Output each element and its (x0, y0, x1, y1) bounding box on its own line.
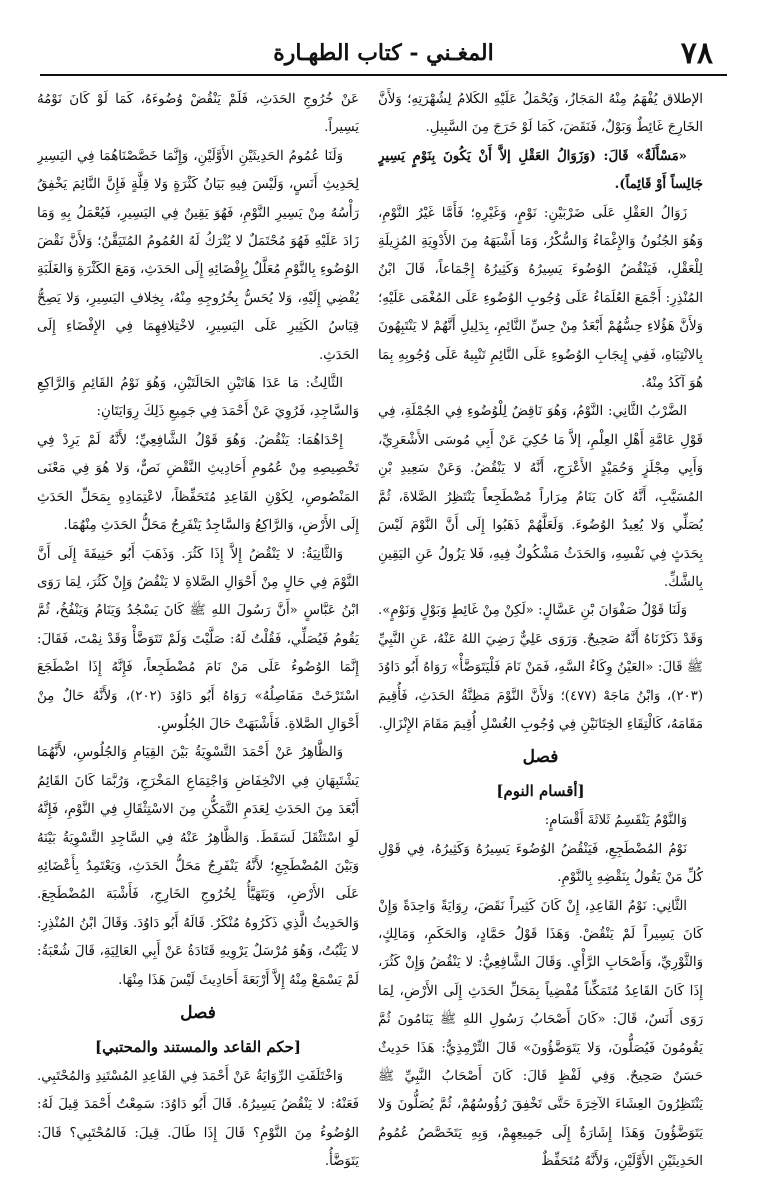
paragraph: الضَّرْبُ الثَّانِي: النَّوْمُ، وَهُوَ نَاقِضٌ لِلْوُضُوءِ فِي الجُمْلَةِ، فِي قَوْلِ عَامَّةِ أَهْلِ العِلْمِ، إلاَّ مَا حُكِيَ عَنْ أَبِي مُوسَى الأَشْعَرِيِّ، وَأَبِي مِجْلَزٍ وَحُمَيْدٍ الأَعْرَجِ، أَنَّهُ لا يَنْقُضُ. وَعَنْ سَعِيدِ بْنِ المُسَيَّبِ، أَنَّهُ كَانَ يَنَامُ مِرَاراً مُضْطَجِعاً يَنْتَظِرُ الصَّلاةَ، ثُمَّ يُصَلِّي وَلا يُعِيدُ الوُضُوءَ. وَلَعَلَّهُمْ ذَهَبُوا إِلَى أَنَّ النَّوْمَ لَيْسَ بِحَدَثٍ فِي نَفْسِهِ، وَالحَدَثُ مَشْكُوكٌ فِيهِ، فَلا يَزُولُ عَنِ اليَقِينِ بِالشَّكِّ. (378, 404, 703, 590)
masala-heading: «مَسْأَلَةٌ» قَالَ: (وَزَوَالُ العَقْلِ إلاَّ أَنْ يَكُونَ بِنَوْمٍ يَسِيرٍ جَالِساً أَوْ قَائِماً). (378, 148, 703, 193)
paragraph: وَالظَّاهِرُ عَنْ أَحْمَدَ التَّسْوِيَةُ بَيْنَ القِيَامِ وَالجُلُوسِ، لأَنَّهُمَا يَشْتَبِهَانِ فِي الانْخِفَاضِ وَاجْتِمَاعِ المَخْرَجِ، وَرُبَّمَا كَانَ القَائِمُ أَبْعَدَ مِنَ الحَدَثِ لِعَدَمِ التَّمَكُّنِ مِنَ الاسْتِثْقَالِ فِي النَّوْمِ، فَإِنَّهُ لَوِ اسْتَثْقَلَ لَسَقَطَ. وَالظَّاهِرُ عَنْهُ فِي السَّاجِدِ التَّسْوِيَةُ بَيْنَهُ وَبَيْنَ المُضْطَجِعِ؛ لأَنَّهُ يَنْفَرِجُ مَحَلُّ الحَدَثِ، وَيَعْتَمِدُ بِأَعْضَائِهِ عَلَى الأَرْضِ، وَيَتَهَيَّأُ لِخُرُوجِ الخَارِجِ، فَأَشْبَهَ المُضْطَجِعَ. وَالحَدِيثُ الَّذِي ذَكَرُوهُ مُنْكَرٌ. قَالَهُ أَبُو دَاوُدَ. وَقَالَ ابْنُ المُنْذِرِ: لا يَثْبُتُ، وَهُوَ مُرْسَلٌ يَرْوِيهِ قَتَادَةُ عَنْ أَبِي العَالِيَةِ، قَالَ شُعْبَةُ: لَمْ يَسْمَعْ مِنْهُ إِلاَّ أَرْبَعَةَ أَحَادِيثَ لَيْسَ هَذَا مِنْهَا. (37, 745, 359, 988)
paragraph: عَنْ خُرُوجِ الحَدَثِ، فَلَمْ يَنْقُضْ وُضُوءَهُ، كَمَا لَوْ كَانَ نَوْمُهُ يَسِيراً. (37, 92, 359, 136)
section-subheading: [حكم القاعد والمستند والمحتبي] (95, 1038, 301, 1056)
paragraph: وَاخْتَلَفَتِ الرِّوَايَةُ عَنْ أَحْمَدَ فِي القَاعِدِ المُسْتَنِدِ وَالمُحْتَبِي. فَعَنْهُ: لا يَنْقُضُ يَسِيرُهُ. قَالَ أَبُو دَاوُدَ: سَمِعْتُ أَحْمَدَ قِيلَ لَهُ: الوُضُوءُ مِنَ النَّوْمِ؟ قَالَ إِذَا طَالَ. قِيلَ: فَالمُحْتَبِي؟ قَالَ: يَتَوَضَّأُ. (37, 1069, 359, 1170)
left-column (37, 86, 359, 1177)
paragraph: إِحْدَاهُمَا: يَنْقُضُ. وَهُوَ قَوْلُ الشَّافِعِيِّ؛ لأَنَّهُ لَمْ يَرِدْ فِي تَخْصِيصِهِ مِنْ عُمُومِ أَحَادِيثِ النَّقْضِ نَصٌّ، وَلا هُوَ فِي مَعْنَى المَنْصُوصِ، لِكَوْنِ القَاعِدِ مُتَحَفِّظاً، لاعْتِمَادِهِ بِمَحَلِّ الحَدَثِ إِلَى الأَرْضِ، وَالرَّاكِعُ وَالسَّاجِدُ يَنْفَرِجُ مَحَلُّ الحَدَثِ مِنْهُمَا. (37, 432, 359, 534)
paragraph: الإطلاق يُفْهَمُ مِنْهُ المَجَازُ، وَيُحْمَلُ عَلَيْهِ الكَلامُ لِشُهْرَتِهِ؛ وَلأَنَّ الخَارِجَ غَائِطٌ وَبَوْلٌ، فَنَقَضَ، كَمَا لَوْ خَرَجَ مِنَ السَّبِيلِ. (378, 92, 703, 136)
paragraph: وَلَنَا قَوْلُ صَفْوَانَ بْنِ عَسَّالٍ: «لَكِنْ مِنْ غَائِطٍ وَبَوْلٍ وَنَوْمٍ». وَقَدْ ذَكَرْنَاهُ أَنَّهُ صَحِيحٌ. وَرَوَى عَلِيٌّ رَضِيَ اللهُ عَنْهُ، عَنِ النَّبِيِّ ﷺ قَالَ: «العَيْنُ وِكَاءُ السَّهِ، فَمَنْ نَامَ فَلْيَتَوَضَّأْ» رَوَاهُ أَبُو دَاوُدَ (٢٠٣)، وَابْنُ مَاجَهْ (٤٧٧)؛ وَلأَنَّ النَّوْمَ مَظِنَّةُ الحَدَثِ، فَأُقِيمَ مَقَامَهُ، كَالْتِقَاءِ الخِتَانَيْنِ فِي وُجُوبِ الغُسْلِ أُقِيمَ مَقَامَ الإِنْزَالِ. (378, 603, 703, 732)
paragraph: وَالثَّانِيَةُ: لا يَنْقُضُ إِلاَّ إِذَا كَثُرَ. وَذَهَبَ أَبُو حَنِيفَةَ إِلَى أَنَّ النَّوْمَ فِي حَالٍ مِنْ أَحْوَالِ الصَّلاةِ لا يَنْقُضُ وَإِنْ كَثُرَ، لِمَا رَوَى ابْنُ عَبَّاسٍ «أَنَّ رَسُولَ اللهِ ﷺ كَانَ يَسْجُدُ وَيَنَامُ وَيَنْفُخُ، ثُمَّ يَقُومُ فَيُصَلِّي، فَقُلْتُ لَهُ: صَلَّيْتَ وَلَمْ تَتَوَضَّأْ وَقَدْ نِمْتَ، فَقَالَ: إِنَّمَا الوُضُوءُ عَلَى مَنْ نَامَ مُضْطَجِعاً، فَإِنَّهُ إِذَا اضْطَجَعَ اسْتَرْخَتْ مَفَاصِلُهُ» رَوَاهُ أَبُو دَاوُدَ (٢٠٢)، وَلأَنَّهُ حَالٌ مِنْ أَحْوَالِ الصَّلاةِ. فَأَشْبَهَتْ حَالَ الجُلُوسِ. (37, 546, 359, 732)
paragraph: الثَّانِي: نَوْمُ القَاعِدِ، إِنْ كَانَ كَثِيراً نَقَضَ، رِوَايَةً وَاحِدَةً وَإِنْ كَانَ يَسِيراً لَمْ يَنْقُضْ. وَهَذَا قَوْلُ حَمَّادٍ، وَالحَكَمِ، وَمَالِكٍ، وَالثَّوْرِيِّ، وَأَصْحَابِ الرَّأْيِ. وَقَالَ الشَّافِعِيُّ: لا يَنْقُضُ وَإِنْ كَثُرَ، إِذَا كَانَ القَاعِدُ مُتَمَكِّناً مُفْضِياً بِمَحَلِّ الحَدَثِ إِلَى الأَرْضِ، لِمَا رَوَى أَنَسٌ، قَالَ: «كَانَ أَصْحَابُ رَسُولِ اللهِ ﷺ يَنَامُونَ ثُمَّ يَقُومُونَ فَيُصَلُّونَ، وَلا يَتَوَضَّؤُونَ» قَالَ التِّرْمِذِيُّ: هَذَا حَدِيثٌ حَسَنٌ صَحِيحٌ. وَفِي لَفْظٍ قَالَ: كَانَ أَصْحَابُ النَّبِيِّ ﷺ يَنْتَظِرُونَ العِشَاءَ الآخِرَةَ حَتَّى تَخْفِقَ رُؤُوسُهُمْ، ثُمَّ يُصَلُّونَ وَلا يَتَوَضَّؤُونَ وَهَذَا إِشَارَةٌ إِلَى جَمِيعِهِمْ، وَبِهِ يَتَخَصَّصُ عُمُومُ الحَدِيثَيْنِ الأَوَّلَيْنِ، وَلأَنَّهُ مُتَحَفِّظٌ (378, 898, 703, 1170)
paragraph: وَلَنَا عُمُومُ الحَدِيثَيْنِ الأَوَّلَيْنِ، وَإِنَّمَا خَصَّصْنَاهُمَا فِي اليَسِيرِ لِحَدِيثِ أَنَسٍ، وَلَيْسَ فِيهِ بَيَانُ كَثْرَةٍ وَلا قِلَّةٍ فَإِنَّ النَّائِمَ يَخْفِقُ رَأْسُهُ مِنْ يَسِيرِ النَّوْمِ، فَهُوَ يَقِينٌ فِي اليَسِيرِ، فَيُعْمَلُ بِهِ وَمَا زَادَ عَلَيْهِ فَهُوَ مُحْتَمَلٌ لا يُتْرَكُ لَهُ العُمُومُ المُتَيَقَّنُ؛ وَلأَنَّ نَقْضَ الوُضُوءِ بِالنَّوْمِ مُعَلَّلٌ بِإِفْضَائِهِ إِلَى الحَدَثِ، وَمَعَ الكَثْرَةِ وَالغَلَبَةِ يُفْضِي إِلَيْهِ، وَلا يُحَسُّ بِخُرُوجِهِ مِنْهُ، بِخِلافِ اليَسِيرِ، وَلا يَصِحُّ قِيَاسُ الكَثِيرِ عَلَى اليَسِيرِ، لاخْتِلافِهِمَا فِي الإِفْضَاءِ إِلَى الحَدَثِ. (37, 148, 359, 363)
paragraph: وَالنَّوْمُ يَنْقَسِمُ ثَلاثَةَ أَقْسَامٍ: (544, 813, 687, 829)
paragraph: نَوْمُ المُضْطَجِعِ، فَيَنْقُضُ الوُضُوءَ يَسِيرُهُ وَكَثِيرُهُ، فِي قَوْلِ كُلِّ مَنْ يَقُولُ بِنَقْضِهِ بِالنَّوْمِ. (378, 841, 703, 886)
section-subheading: [أقسام النوم] (496, 782, 585, 801)
running-title: المغـني - كتاب الطهـارة (273, 40, 494, 66)
right-column (378, 86, 703, 1177)
page-number: ٧٨ (680, 36, 713, 71)
section-heading: فصل (522, 747, 559, 768)
paragraph: زَوَالُ العَقْلِ عَلَى ضَرْبَيْنِ: نَوْمٍ، وَغَيْرِهِ؛ فَأَمَّا غَيْرُ النَّوْمِ، وَهُوَ الجُنُونُ وَالإِغْمَاءُ وَالسُّكْرُ، وَمَا أَشْبَهَهُ مِنَ الأَدْوِيَةِ المُزِيلَةِ لِلْعَقْلِ، فَيَنْقُضُ الوُضُوءَ يَسِيرُهُ وَكَثِيرُهُ إِجْمَاعاً، قَالَ ابْنُ المُنْذِرِ: أَجْمَعَ العُلَمَاءُ عَلَى وُجُوبِ الوُضُوءِ عَلَى المُغْمَى عَلَيْهِ؛ وَلأَنَّ هَؤُلاءِ حِسُّهُمْ أَبْعَدُ مِنْ حِسِّ النَّائِمِ، بِدَلِيلِ أَنَّهُمْ لا يَنْتَبِهُونَ بِالانْتِبَاهِ، فَفِي إِيجَابِ الوُضُوءِ عَلَى النَّائِمِ تَنْبِيهٌ عَلَى وُجُوبِهِ بِمَا هُوَ آكَدُ مِنْهُ. (378, 205, 703, 392)
paragraph: الثَّالِثُ: مَا عَدَا هَاتَيْنِ الحَالَتَيْنِ، وَهُوَ نَوْمُ القَائِمِ وَالرَّاكِعِ وَالسَّاجِدِ، فَرُوِيَ عَنْ أَحْمَدَ فِي جَمِيعِ ذَلِكَ رِوَايَتَانِ: (37, 376, 359, 420)
section-heading: فصل (180, 1003, 216, 1023)
page-header (40, 34, 727, 76)
